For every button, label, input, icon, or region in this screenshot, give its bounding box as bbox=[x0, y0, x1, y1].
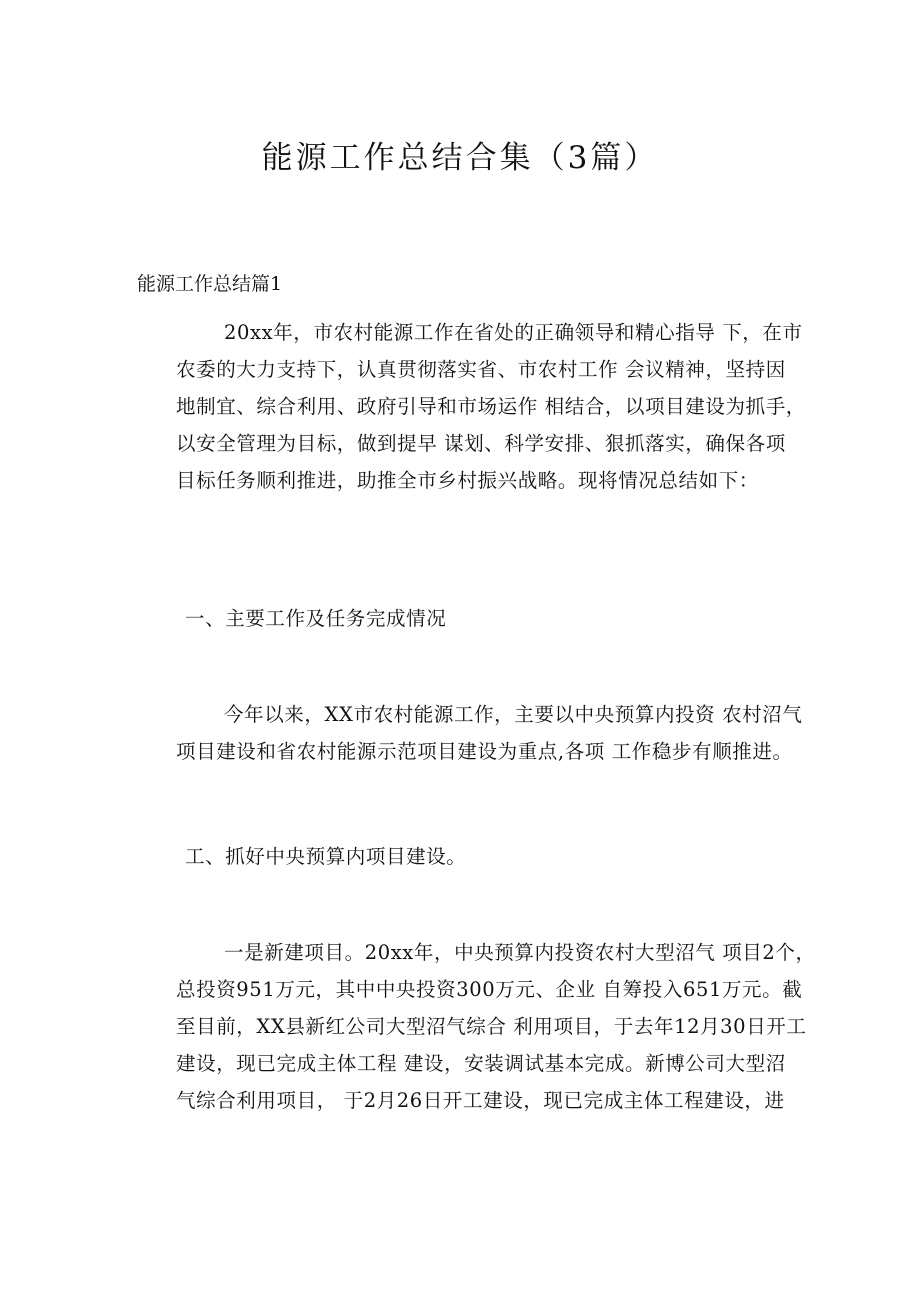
paragraph-line: 地制宜、综合利用、政府引导和市场运作 相结合，以项目建设为抓手， bbox=[176, 395, 806, 418]
paragraph-line: 农委的大力支持下，认真贯彻落实省、市农村工作 会议精神，坚持因 bbox=[176, 358, 786, 381]
heading-central-budget: 工、抓好中央预算内项目建设。 bbox=[185, 845, 467, 868]
paragraph-overview bbox=[137, 696, 803, 770]
paragraph-line: 目标任务顺利推进，助推全市乡村振兴战略。现将情况总结如下： bbox=[176, 469, 759, 492]
document-title: 能源工作总结合集（3篇） bbox=[261, 140, 659, 176]
paragraph-line: 至目前，XX县新红公司大型沼气综合 利用项目，于去年12月30日开工 bbox=[176, 1015, 807, 1038]
paragraph-line: 以安全管理为目标，做到提早 谋划、科学安排、狠抓落实，确保各项 bbox=[176, 432, 786, 455]
paragraph-line: 一是新建项目。20xx年，中央预算内投资农村大型沼气 项目2个， bbox=[224, 941, 816, 964]
paragraph-new-projects bbox=[137, 934, 816, 1119]
paragraph-line: 项目建设和省农村能源示范项目建设为重点,各项 工作稳步有顺推进。 bbox=[176, 740, 793, 763]
paragraph-line: 气综合利用项目， 于2月26日开工建设，现已完成主体工程建设，进 bbox=[176, 1089, 785, 1112]
section-heading: 能源工作总结篇1 bbox=[137, 273, 283, 295]
paragraph-line: 总投资951万元，其中中央投资300万元、企业 自筹投入651万元。截 bbox=[176, 978, 803, 1001]
paragraph-line: 今年以来，XX市农村能源工作，主要以中央预算内投资 农村沼气 bbox=[224, 703, 803, 726]
paragraph-line: 20xx年，市农村能源工作在省处的正确领导和精心指导 下，在市 bbox=[224, 321, 803, 344]
paragraph-intro bbox=[137, 314, 806, 499]
paragraph-line: 建设，现已完成主体工程 建设，安装调试基本完成。新博公司大型沼 bbox=[176, 1052, 786, 1075]
heading-main-work: 一、主要工作及任务完成情况 bbox=[185, 607, 447, 630]
